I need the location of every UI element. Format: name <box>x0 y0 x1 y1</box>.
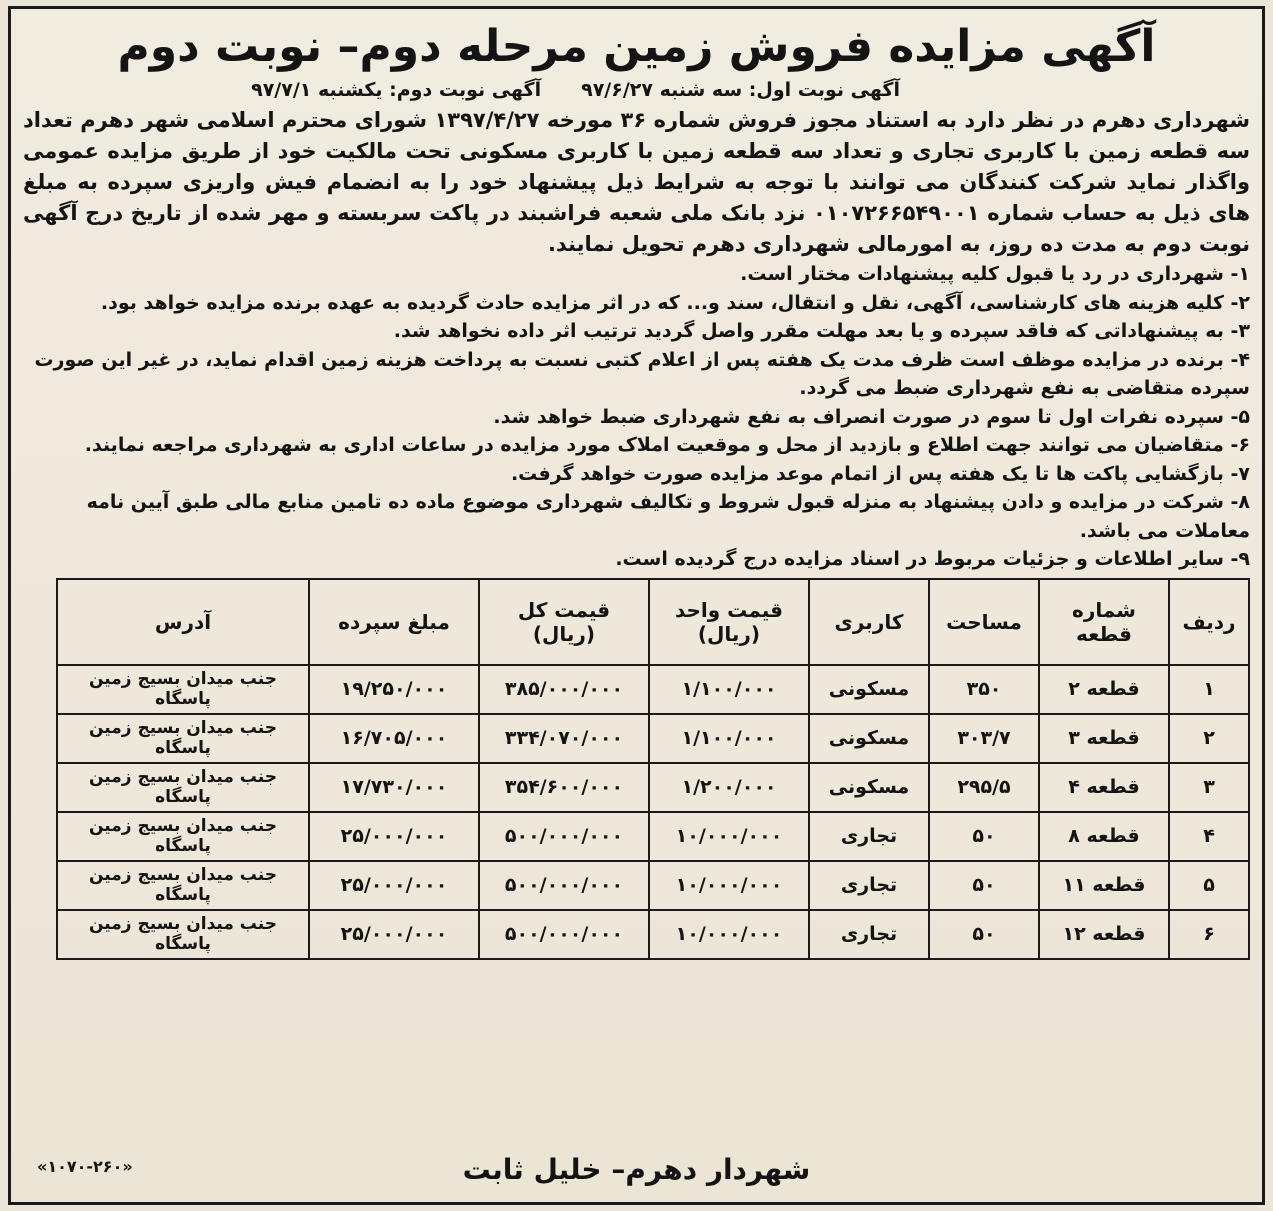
cell-area: ۵۰ <box>929 861 1039 910</box>
cell-parcel-number: قطعه ۱۱ <box>1039 861 1169 910</box>
first-publication-date: آگهی نوبت اول: سه شنبه ۹۷/۶/۲۷ <box>581 79 900 101</box>
second-publication-date: آگهی نوبت دوم: یکشنبه ۹۷/۷/۱ <box>251 79 542 101</box>
intro-text: شهرداری دهرم در نظر دارد به استناد مجوز فروش شماره ۳۶ مورخه ۱۳۹۷/۴/۲۷ شورای محترم اسلامی شهر دهرم تعداد سه قطعه زمین با کاربری تجاری و تعداد سه قطعه زمین با کاربری مسکونی تحت مالکیت خود از طریق مزایده عمومی واگذار نماید شرکت کنندگان می توانند با توجه به شرایط ذیل پیشنهاد خود را به انضمام فیش واریزی سپرده به مبلغ های ذیل به حساب شماره ۰۱۰۷۲۶۶۵۴۹۰۰۱ نزد بانک ملی شعبه فراشبند در پاکت سربسته و مهر شده از تاریخ درج آگهی نوبت دوم به مدت ده روز، به امورمالی شهرداری دهرم تحویل نمایند. <box>23 108 1251 256</box>
cell-unit-price: ۱/۲۰۰/۰۰۰ <box>649 763 809 812</box>
cell-unit-price: ۱/۱۰۰/۰۰۰ <box>649 665 809 714</box>
cell-parcel-number: قطعه ۸ <box>1039 812 1169 861</box>
publication-dates <box>23 77 1250 103</box>
condition-item: ۴- برنده در مزایده موظف است ظرف مدت یک هفته پس از اعلام کتبی نسبت به پرداخت هزینه زمین اقدام نماید، در غیر این صورت سپرده متقاضی به نفع شهرداری ضبط می گردد. <box>34 348 1250 399</box>
table-row <box>57 910 1249 959</box>
cell-address: جنب میدان بسیج زمین پاسگاه <box>57 763 309 812</box>
header-row-number: ردیف <box>1169 579 1249 665</box>
header-address: آدرس <box>57 579 309 665</box>
header-parcel-number: شماره قطعه <box>1039 579 1169 665</box>
cell-address: جنب میدان بسیج زمین پاسگاه <box>57 910 309 959</box>
notice-footer <box>23 1146 1250 1186</box>
cell-usage: مسکونی <box>809 665 929 714</box>
cell-parcel-number: قطعه ۳ <box>1039 714 1169 763</box>
condition-item: ۶- متقاضیان می توانند جهت اطلاع و بازدید از محل و موقعیت املاک مورد مزایده در ساعات اداری به شهرداری مراجعه نمایند. <box>84 434 1250 456</box>
notice-title: آگهی مزایده فروش زمین مرحله دوم– نوبت دوم <box>117 21 1156 72</box>
cell-row-number: ۶ <box>1169 910 1249 959</box>
cell-row-number: ۵ <box>1169 861 1249 910</box>
header-deposit: مبلغ سپرده <box>309 579 479 665</box>
cell-usage: تجاری <box>809 812 929 861</box>
cell-row-number: ۴ <box>1169 812 1249 861</box>
cell-deposit: ۱۹/۲۵۰/۰۰۰ <box>309 665 479 714</box>
condition-item: ۷- بازگشایی پاکت ها تا یک هفته پس از اتمام موعد مزایده صورت خواهد گرفت. <box>510 462 1250 485</box>
condition-item: ۸- شرکت در مزایده و دادن پیشنهاد به منزله قبول شروط و تکالیف شهرداری موضوع ماده ده تامین منابع مالی طبق آیین نامه معاملات می باشد. <box>86 491 1250 542</box>
cell-address: جنب میدان بسیج زمین پاسگاه <box>57 665 309 714</box>
cell-deposit: ۱۷/۷۳۰/۰۰۰ <box>309 763 479 812</box>
cell-deposit: ۲۵/۰۰۰/۰۰۰ <box>309 910 479 959</box>
table-row <box>57 714 1249 763</box>
condition-item: ۳- به پیشنهاداتی که فاقد سپرده و یا بعد مهلت مقرر واصل گردید ترتیب اثر داده نخواهد شد. <box>393 320 1250 342</box>
table-header-row <box>57 579 1249 665</box>
table-row <box>57 665 1249 714</box>
cell-row-number: ۳ <box>1169 763 1249 812</box>
cell-total-price: ۵۰۰/۰۰۰/۰۰۰ <box>479 861 649 910</box>
cell-row-number: ۲ <box>1169 714 1249 763</box>
cell-total-price: ۳۸۵/۰۰۰/۰۰۰ <box>479 665 649 714</box>
condition-item: ۲- کلیه هزینه های کارشناسی، آگهی، نقل و انتقال، سند و... که در اثر مزایده حادث گردیده به عهده برنده مزایده خواهد بود. <box>100 291 1250 314</box>
header-unit-price: قیمت واحد (ریال) <box>649 579 809 665</box>
conditions-list <box>23 260 1250 574</box>
header-usage: کاربری <box>809 579 929 665</box>
notice-page <box>8 6 1265 1205</box>
cell-unit-price: ۱۰/۰۰۰/۰۰۰ <box>649 910 809 959</box>
land-parcels-table <box>56 578 1250 960</box>
cell-area: ۲۹۵/۵ <box>929 763 1039 812</box>
cell-deposit: ۲۵/۰۰۰/۰۰۰ <box>309 861 479 910</box>
ad-code: «۱۰۷۰-۲۶۰» <box>37 1157 133 1176</box>
cell-area: ۳۰۳/۷ <box>929 714 1039 763</box>
cell-total-price: ۵۰۰/۰۰۰/۰۰۰ <box>479 910 649 959</box>
cell-total-price: ۵۰۰/۰۰۰/۰۰۰ <box>479 812 649 861</box>
cell-unit-price: ۱۰/۰۰۰/۰۰۰ <box>649 812 809 861</box>
cell-total-price: ۳۵۴/۶۰۰/۰۰۰ <box>479 763 649 812</box>
condition-item: ۹- سایر اطلاعات و جزئیات مربوط در اسناد مزایده درج گردیده است. <box>615 548 1250 570</box>
condition-item: ۱- شهرداری در رد یا قبول کلیه پیشنهادات مختار است. <box>740 263 1250 285</box>
cell-usage: تجاری <box>809 910 929 959</box>
mayor-signature: شهردار دهرم– خلیل ثابت <box>462 1153 811 1186</box>
intro-paragraph <box>23 105 1250 260</box>
cell-deposit: ۲۵/۰۰۰/۰۰۰ <box>309 812 479 861</box>
cell-area: ۳۵۰ <box>929 665 1039 714</box>
condition-item: ۵- سپرده نفرات اول تا سوم در صورت انصراف به نفع شهرداری ضبط خواهد شد. <box>493 405 1250 428</box>
cell-parcel-number: قطعه ۴ <box>1039 763 1169 812</box>
cell-parcel-number: قطعه ۲ <box>1039 665 1169 714</box>
table-row <box>57 861 1249 910</box>
table-row <box>57 812 1249 861</box>
cell-area: ۵۰ <box>929 812 1039 861</box>
cell-unit-price: ۱/۱۰۰/۰۰۰ <box>649 714 809 763</box>
header-area: مساحت <box>929 579 1039 665</box>
cell-usage: مسکونی <box>809 714 929 763</box>
cell-deposit: ۱۶/۷۰۵/۰۰۰ <box>309 714 479 763</box>
cell-address: جنب میدان بسیج زمین پاسگاه <box>57 812 309 861</box>
table-row <box>57 763 1249 812</box>
cell-unit-price: ۱۰/۰۰۰/۰۰۰ <box>649 861 809 910</box>
notice-content <box>23 17 1250 1194</box>
cell-area: ۵۰ <box>929 910 1039 959</box>
cell-row-number: ۱ <box>1169 665 1249 714</box>
cell-parcel-number: قطعه ۱۲ <box>1039 910 1169 959</box>
cell-total-price: ۳۳۴/۰۷۰/۰۰۰ <box>479 714 649 763</box>
cell-address: جنب میدان بسیج زمین پاسگاه <box>57 861 309 910</box>
cell-address: جنب میدان بسیج زمین پاسگاه <box>57 714 309 763</box>
cell-usage: تجاری <box>809 861 929 910</box>
cell-usage: مسکونی <box>809 763 929 812</box>
header-total-price: قیمت کل (ریال) <box>479 579 649 665</box>
